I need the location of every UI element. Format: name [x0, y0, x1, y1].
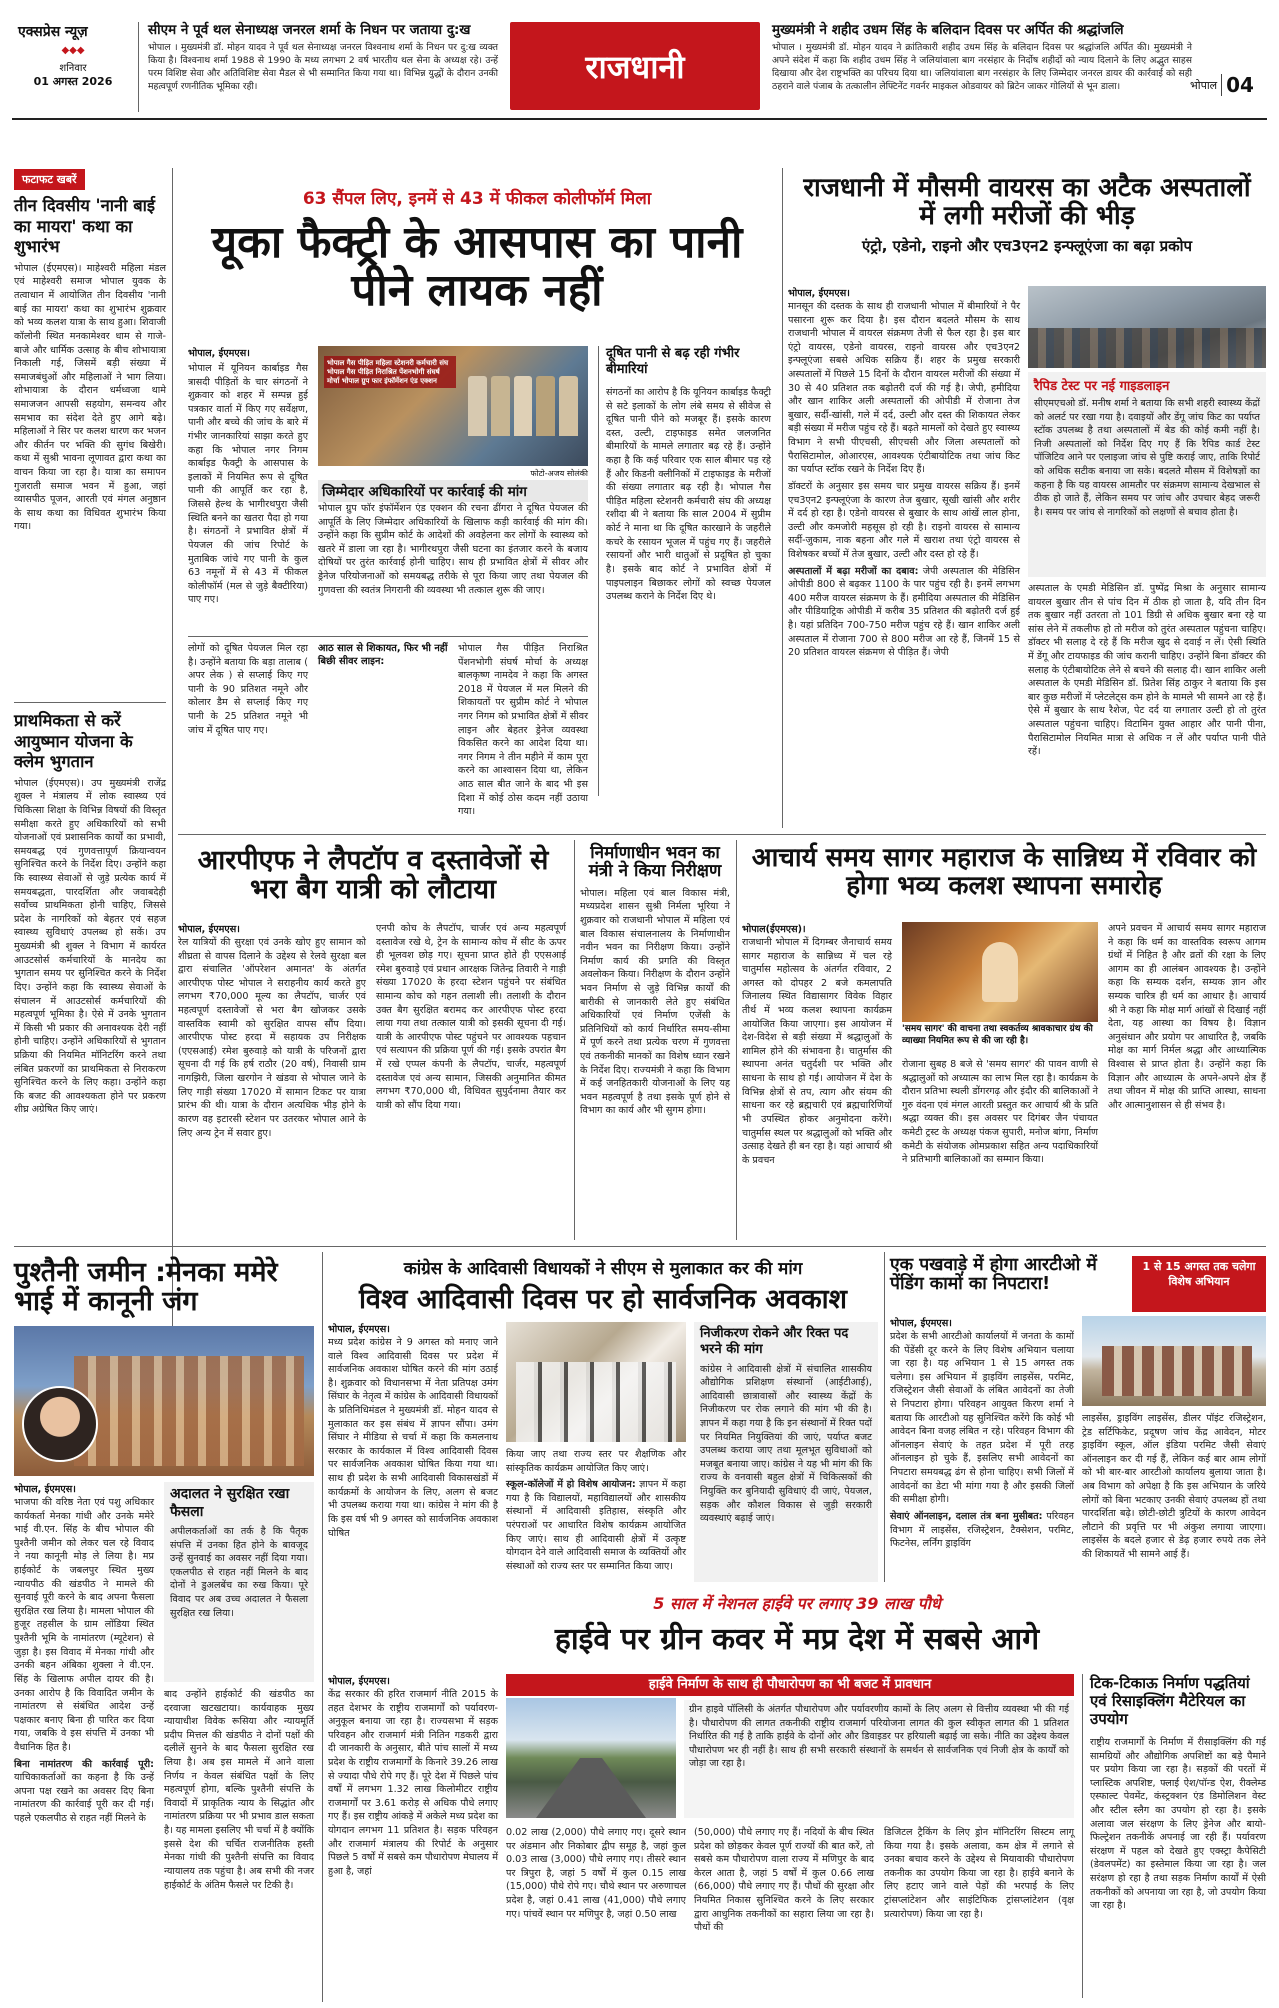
congress-col2b: ज्ञापन में कहा गया है कि विद्यालयों, महाविद्यालयों और शासकीय संस्थानों में आदिवासी इतिहास, संस्कृति और परंपराओं पर आधारित विशेष कार्यक्रम आयोजित किए जाएं। साथ ही आदिवासी क्षेत्रों में उत्कृष्ट योगदान देने वाले आदिवासी समाज के व्यक्तियों और संस्थाओं को राज्य स्तर पर सम्मानित किया जाए। — [506, 1479, 686, 1572]
congress-box-title: निजीकरण रोकने और रिक्त पद भरने की मांग — [700, 1326, 849, 1358]
highway-photo — [506, 1698, 676, 1818]
uka-story — [178, 168, 776, 828]
rto-badge — [1132, 1256, 1266, 1312]
masthead-right-body: भोपाल । मुख्यमंत्री डॉ. मोहन यादव ने क्रांतिकारी शहीद उधम सिंह के बलिदान दिवस पर श्रद्धांजलि अर्पित की। मुख्यमंत्री ने अपने संदेश में कहा कि शहीद उधम सिंह ने जलियांवाला बाग नरसंहार के निर्दोष शहीदों को न्याय दिलाने के लिए अद्भुत साहस दिखाया और देश राष्ट्रभक्ति का परिचय दिया था। जलियांवाला बाग नरसंहार के लिए जिम्मेदार जनरल डायर की कार्रवाई को सही ठहराने वाले पंजाब के तत्कालीन लेफ्टिनेंट गवर्नर माइकल ओडवायर को ब्रिटेन जाकर गोलियों से भून डाला। — [772, 42, 1192, 93]
uka-sub-heading: जिम्मेदार अधिकारियों पर कार्रवाई की मांग — [318, 480, 588, 502]
menka-portrait — [22, 1386, 98, 1462]
uka-photo — [318, 346, 588, 466]
highway-kicker: 5 साल में नेशनल हाईवे पर लगाए 39 लाख पौधे — [653, 1594, 941, 1613]
menka-col2: बाद उन्होंने हाईकोर्ट की खंडपीठ का दरवाजा खटखटाया। कार्यवाहक मुख्य न्यायाधीश विवेक रूसिया और न्यायमूर्ति प्रदीप मित्तल की खंडपीठ ने दोनों पक्षों की दलीलें सुनने के बाद फैसला सुरक्षित रख लिया है। अब इस मामले में आने वाला निर्णय न केवल संबंधित पक्षों के लिए महत्वपूर्ण होगा, बल्कि पुश्तैनी संपत्ति के विवादों में प्राकृतिक न्याय के सिद्धांत और नामांतरण प्रक्रिया पर भी प्रभाव डाल सकता है। यह मामला इसलिए भी चर्चा में है क्योंकि इससे देश की चर्चित राजनीतिक हस्ती मेनका गांधी की पुश्तैनी संपत्ति का विवाद न्यायालय तक पहुंचा है। अब सभी की नजर हाईकोर्ट के अंतिम फैसले पर टिकी है। — [164, 1689, 314, 1891]
highway-col1: केंद्र सरकार की हरित राजमार्ग नीति 2015 के तहत देशभर के राष्ट्रीय राजमार्गों को पर्यावरण-अनुकूल बनाया जा रहा है। राज्यसभा में सड़क परिवहन और राजमार्ग मंत्री नितिन गडकरी द्वारा दी जानकारी के अनुसार, बीते पांच सालों में मध्य प्रदेश के राष्ट्रीय राजमार्गों के किनारे 39.26 लाख से ज्यादा पौधे रोपे गए हैं। पूरे देश में पिछले पांच वर्षों में लगभग 1.32 लाख किलोमीटर राष्ट्रीय राजमार्गों पर 3.61 करोड़ से अधिक पौधे लगाए गए हैं। इस राष्ट्रीय आंकड़े में अकेले मध्य प्रदेश का योगदान लगभग 11 प्रतिशत है। सड़क परिवहन और राजमार्ग मंत्रालय की रिपोर्ट के अनुसार पिछले 5 वर्षों में सबसे कम पौधारोपण मेघालय में हुआ है, जहां — [328, 1689, 498, 1877]
virus-subhead: एंट्रो, एडेनो, राइनो और एच3एन2 इन्फ्लूएंजा का बढ़ा प्रकोप — [861, 237, 1193, 256]
highway-road-graphic — [536, 1758, 646, 1818]
kalash-photo-caption: 'समय सागर' की वाचना तथा स्वकर्तव्य श्रावकाचार ग्रंथ की व्याख्या नियमित रूप से की जा रही है। — [902, 1024, 1093, 1046]
virus-col1c-bold: अस्पतालों में बढ़ा मरीजों का दबाव: — [788, 565, 919, 577]
virus-col1c: जेपी अस्पताल की मेडिसिन ओपीडी 800 से बढ़कर 1100 के पार पहुंच रही है। इनमें लगभग 400 मरीज वायरल संक्रमण के हैं। हमीदिया अस्पताल की मेडिसिन और पीडियाट्रिक ओपीडी में करीब 35 प्रतिशत की बढ़ोतरी दर्ज हुई है। यहां प्रतिदिन 700-750 मरीज पहुंच रहे हैं। खान शाकिर अली अस्पताल में रोजाना 700 से 800 मरीज आ रहे हैं, जिनमें 15 से 20 प्रतिशत वायरल संक्रमण से पीड़ित हैं। जेपी — [788, 565, 1020, 659]
congress-box-body: कांग्रेस ने आदिवासी क्षेत्रों में संचालित शासकीय औद्योगिक प्रशिक्षण संस्थानों (आईटीआई), आदिवासी छात्रावासों और स्वास्थ्य केंद्रों के निजीकरण पर रोक लगाने की मांग भी की है। ज्ञापन में कहा गया है कि इन संस्थानों में रिक्त पदों पर नियमित नियुक्तियां की जाएं, पर्याप्त बजट उपलब्ध कराया जाए तथा मूलभूत सुविधाओं को मजबूत बनाया जाए। कांग्रेस ने यह भी मांग की कि राज्य के वनवासी बहुल क्षेत्रों में चिकित्सकों की नियुक्ति कर बुनियादी सुविधाएं दी जाएं, पेयजल, सड़क और कौशल विकास से जुड़ी सरकारी व्यवस्थाएं बढ़ाई जाएं। — [700, 1363, 872, 1525]
virus-dateline: भोपाल, ईएमएस। — [788, 288, 850, 299]
congress-photo — [506, 1322, 686, 1442]
virus-col3: अस्पताल के एमडी मेडिसिन डॉ. पुष्पेंद्र मिश्रा के अनुसार सामान्य वायरल बुखार तीन से पांच दिन में ठीक हो जाता है, यदि तीन दिन तक बुखार नहीं उतरता तो 101 डिग्री से अधिक बुखार बना रहे या सांस लेने में तकलीफ हो तो मरीज को तुरंत अस्पताल पहुंचना चाहिए। डॉक्टर भी सलाह दे रहे हैं कि मरीज खुद से दवाई न लें। ऐसी स्थिति में डेंगू और टायफाइड की जांच करानी चाहिए। उन्होंने बिना डॉक्टर की सलाह के एंटीबायोटिक लेने से बचने की सलाह दी। खान शाकिर अली अस्पताल के एमडी मेडिसिन डॉ. प्रितेश सिंह ठाकुर ने बताया कि इस बार कुछ मरीजों में प्लेटलेट्स कम होने के मामले भी सामने आ रहे हैं। ऐसे में बुखार के साथ रैशेज, पेट दर्द या लगातार उल्टी हो तो तुरंत अस्पताल पहुंचना चाहिए। विटामिन युक्त आहार और पानी पीना, पैरासिटामोल नियमित मात्रा से अधिक न लें और पर्याप्त पानी पीते रहें। — [1028, 583, 1266, 758]
rto-story — [890, 1252, 1266, 1582]
uka-sub2-heading: आठ साल से शिकायत, फिर भी नहीं बिछी सीवर लाइन: — [318, 643, 448, 668]
fatafat-story1-headline: तीन दिवसीय 'नानी बाई का मायरा' कथा का शुभारंभ — [14, 196, 155, 257]
highway-col4: डिजिटल ट्रैकिंग के लिए ड्रोन मॉनिटरिंग सिस्टम लागू किया गया है। इसके अलावा, कम क्षेत्र में लगाने से उनका बचाव करने के उद्देश्य से मियावाकी पौधारोपण तकनीक का उपयोग किया जा रहा है। हाईवे बनाने के लिए हटाए जाने वाले पेड़ों की भरपाई के लिए ट्रांसप्लांटेशन और साइंटिफिक ट्रांसप्लांटेशन (वृक्ष प्रत्यारोपण) किया जा रहा है। — [884, 1827, 1074, 1920]
menka-col1: भाजपा की वरिष्ठ नेता एवं पशु अधिकार कार्यकर्ता मेनका गांधी और उनके ममेरे भाई वी.एन. सिंह के बीच भोपाल की पुश्तैनी जमीन को लेकर चल रहे विवाद ने नया कानूनी मोड़ ले लिया है। मप्र हाईकोर्ट के जबलपुर स्थित मुख्य न्यायपीठ की खंडपीठ ने मामले की सुनवाई पूरी करने के बाद अपना फैसला सुरक्षित रख लिया है। मामला भोपाल की हुजूर तहसील के ग्राम लोंडिया स्थित पुश्तैनी भूमि के नामांतरण (म्यूटेशन) से जुड़ा है। इस विवाद में मेनका गांधी और उनकी बहन अंबिका शुक्ला ने वी.एन. सिंह के खिलाफ अपील दायर की है। उनका आरोप है कि विवादित जमीन के नामांतरण से संबंधित आदेश उन्हें पक्षकार बनाए बिना ही पारित कर दिया गया, जबकि वे इस संपत्ति में उनका भी वैधानिक हित है। — [14, 1497, 154, 1753]
menka-headline: पुश्तैनी जमीन :मेनका ममेरे भाई में कानूनी जंग — [14, 1257, 278, 1318]
brand-dots-icon: ◆◆◆ — [61, 45, 85, 56]
masthead-right-story — [772, 22, 1192, 117]
congress-box — [694, 1322, 878, 1582]
kalash-col3: अपने प्रवचन में आचार्य समय सागर महाराज ने कहा कि धर्म का वास्तविक स्वरूप आगम ग्रंथों में निहित है और व्रतों की रक्षा के लिए आगम का ही आलंबन आवश्यक है। उन्होंने कहा कि सम्यक दर्शन, सम्यक ज्ञान और सम्यक चारित्र ही धर्म का आधार है। आचार्य श्री ने कहा कि मोक्ष मार्ग आंखों से दिखाई नहीं देता, यह आस्था का विषय है। विज्ञान अनुसंधान और प्रयोग पर आधारित है, जबकि मोक्ष का मार्ग निर्मल श्रद्धा और आध्यात्मिक विश्वास से प्राप्त होता है। उन्होंने कहा कि विज्ञान और आध्यात्म के अपने-अपने क्षेत्र हैं तथा जीवन में मोक्ष की प्राप्ति आस्था, साधना और आत्मानुशासन से ही संभव है। — [1108, 923, 1266, 1111]
section-title: राजधानी — [585, 47, 685, 86]
kalash-col2: रोजाना सुबह 8 बजे से 'समय सागर' की पावन वाणी से श्रद्धालुओं को अध्यात्म का लाभ मिल रहा है। कार्यक्रम के दौरान प्रतिभा स्थली डोंगरगढ़ और इंदौर की बालिकाओं ने गुरु वंदना एवं मंगल आरती प्रस्तुत कर आचार्य श्री के प्रति श्रद्धा व्यक्त की। इस अवसर पर दिगंबर जैन पंचायत कमेटी ट्रस्ट के अध्यक्ष पंकज सुपारी, मनोज बांगा, निर्माण कमेटी के संयोजक ओमप्रकाश सहित अन्य पदाधिकारियों ने प्रतिभागी बालिकाओं का सम्मान किया। — [902, 1059, 1098, 1166]
highway-banner-body: ग्रीन हाइवे पॉलिसी के अंतर्गत पौधारोपण और पर्यावरणीय कामों के लिए अलग से वित्तीय व्यवस्था भी की गई है। पौधारोपण की लागत तकनीकी राष्ट्रीय राजमार्ग परियोजना लागत की कुल स्वीकृत लागत की 1 प्रतिशत निर्धारित की गई है ताकि हाईवे के दोनों ओर और डिवाइडर पर हरियाली बढ़ाई जा सके। नीति का उद्देश्य केवल पौधारोपण भर ही नहीं है। साथ ही सभी सरकारी संस्थानों के समर्थन से सार्वजनिक एवं निजी क्षेत्र के कार्यों को जोड़ा जा रहा है। — [684, 1700, 1074, 1818]
brand-block — [18, 22, 128, 112]
highway-dateline: भोपाल, ईएमएस। — [328, 1676, 390, 1687]
menka-box-body: अपीलकर्ताओं का तर्क है कि पैतृक संपत्ति में उनका हित होने के बावजूद उन्हें सुनवाई का अवसर नहीं दिया गया। एकलपीठ से राहत नहीं मिलने के बाद दोनों ने डुअलबेंच का रुख किया। पूरे विवाद पर अब उच्च अदालत ने फैसला सुरक्षित रख लिया। — [170, 1526, 308, 1619]
virus-headline: राजधानी में मौसमी वायरस का अटैक अस्पतालों में लगी मरीजों की भीड़ — [803, 173, 1251, 232]
water-bottles-graphic — [468, 376, 578, 436]
page-info — [1190, 70, 1270, 100]
highway-col3: (50,000) पौधे लगाए गए हैं। नदियों के बीच स्थित प्रदेश को छोड़कर केवल पूर्ण राज्यों की बात करें, तो सबसे कम पौधारोपण वाला राज्य में मणिपुर के बाद केरल आता है, जहां 5 वर्षों में कुल 0.66 लाख (66,000) पौधे लगाए गए हैं। पौधों की सुरक्षा और नियमित निकास सुनिश्चित करने के लिए सरकार द्वारा आधुनिक तकनीकों का सहारा लिया जा रहा है। पौधों की — [694, 1827, 874, 1934]
section-banner — [510, 22, 760, 110]
rpf-dateline: भोपाल, ईएमएस। — [178, 924, 240, 935]
virus-col1b: डॉक्टरों के अनुसार इस समय चार प्रमुख वायरस सक्रिय हैं। इनमें एच3एन2 इन्फ्लूएंजा के कारण तेज बुखार, सूखी खांसी और शरीर में दर्द हो रहा है। एडेनो वायरस से बुखार के साथ आंखें लाल होना, उल्टी और कमजोरी महसूस हो रही है। राइनो वायरस से सामान्य सर्दी-जुकाम, नाक बहना और गले में खराश तथा एंट्रो वायरस से विशेषकर बच्चों में तेज बुखार, उल्टी और दस्त हो रहे हैं। — [788, 480, 1020, 560]
congress-col1: मध्य प्रदेश कांग्रेस ने 9 अगस्त को मनाए जाने वाले विश्व आदिवासी दिवस पर प्रदेश में सार्वजनिक अवकाश घोषित करने की मांग उठाई है। शुक्रवार को विधानसभा में नेता प्रतिपक्ष उमंग सिंघार के नेतृत्व में कांग्रेस के आदिवासी विधायकों के प्रतिनिधिमंडल ने मुख्यमंत्री डॉ. मोहन यादव से मुलाकात कर इस संबंध में ज्ञापन सौंपा। उमंग सिंघार ने मीडिया से चर्चा में कहा कि कमलनाथ सरकार के कार्यकाल में विश्व आदिवासी दिवस पर सार्वजनिक अवकाश घोषित किया गया था। साथ ही प्रदेश के सभी आदिवासी विकासखंडों में कार्यक्रमों के आयोजन के लिए, अलग से बजट भी उपलब्ध कराया गया था। कांग्रेस ने मांग की है कि इस वर्ष भी 9 अगस्त को सार्वजनिक अवकाश घोषित — [328, 1337, 498, 1539]
brand-name: एक्सप्रेस न्यूज़ — [18, 24, 88, 40]
court-building-graphic — [74, 1356, 304, 1466]
menka-col1b: याचिकाकर्ताओं का कहना है कि उन्हें अपना पक्ष रखने का अवसर दिए बिना नामांतरण की कार्रवाई पूरी कर दी गई। पहले एकलपीठ से राहत नहीं मिलने के — [14, 1772, 154, 1825]
issue-day: शनिवार — [59, 63, 87, 74]
uka-photo-banner: भोपाल गैस पीड़ित महिला स्टेशनरी कर्मचारी संघ भोपाल गैस पीड़ित निराश्रित पेंशनभोगी संघर्ष मोर्चा भोपाल ग्रुप फार इंफॉर्मेशन एंड एक्शन — [324, 356, 456, 388]
rto-col2: लाइसेंस, ड्राइविंग लाइसेंस, डीलर पॉइंट रजिस्ट्रेशन, ट्रेड सर्टिफिकेट, प्रदूषण जांच केंद्र आवेदन, मोटर ड्राइविंग स्कूल, ऑल इंडिया परमिट जैसी सेवाएं ऑनलाइन कर दी गई हैं, लेकिन कई बार आम लोगों को भी बार-बार आरटीओ कार्यालय बुलाया जाता है। अब विभाग को अपेक्षा है कि इस अभियान के जरिये लोगों को बिना भटकाए उनकी सेवाएं उपलब्ध हों तथा पारदर्शिता बढ़े। छोटी-छोटी त्रुटियों के कारण आवेदन लौटाने की प्रवृत्ति पर भी अंकुश लगाया जाएगा। लाइसेंस के बदले हजार से डेढ़ हजार रुपये तक लेने की शिकायतें भी सामने आई हैं। — [1082, 1413, 1266, 1561]
menka-story — [14, 1252, 314, 2002]
uka-col1: भोपाल में यूनियन कार्बाइड गैस त्रासदी पीड़ितों के चार संगठनों ने शुक्रवार को शहर में सम्पन्न हुई पत्रकार वार्ता में किए गए सर्वेक्षण, पानी और बच्चे की जांच के बारे में गंभीर जानकारियां साझा करते हुए कहा कि भोपाल नगर निगम कार्बाइड फैक्ट्री के आसपास के इलाकों में नियमित रूप से दूषित पानी की आपूर्ति कर रहा है, जिससे हेल्थ के भागीरथपुरा जैसी स्थिति बनने का खतरा पैदा हो गया है। संगठनों ने प्रभावित क्षेत्रों में पेयजल की जांच रिपोर्ट के मुताबिक जांचे गए पानी के कुल 63 नमूनों में से 43 में फीकल कोलीफॉर्म (मल से जुड़े बैक्टीरिया) पाए गए। — [188, 363, 308, 606]
kalash-col1: राजधानी भोपाल में दिगम्बर जैनाचार्य समय सागर महाराज के सान्निध्य में चल रहे चातुर्मास महोत्सव के अंतर्गत रविवार, 2 अगस्त को दोपहर 2 बजे कमलापति जिनालय स्थित विद्यासागर विवेक विहार तीर्थ में भव्य कलश स्थापना कार्यक्रम आयोजित किया जाएगा। इस आयोजन में देश-विदेश से बड़ी संख्या में श्रद्धालुओं के शामिल होने की संभावना है। चातुर्मास की स्थापना अनंत चतुर्दशी पर भक्ति और साधना के साथ हो गई। आयोजन में देश के विभिन्न क्षेत्रों से तप, त्याग और संयम की साधना कर रहे ब्रह्मचारी एवं ब्रह्मचारिणियों भी उपस्थित होकर अनुमोदना करेंगे। चातुर्मास स्थल पर श्रद्धालुओं को भक्ति और उत्साह देखते ही बन रहा है। यहां आचार्य श्री के प्रवचन — [742, 937, 892, 1166]
fatafat-story2-body: भोपाल (ईएमएस)। उप मुख्यमंत्री राजेंद्र शुक्ल ने मंत्रालय में लोक स्वास्थ्य एवं चिकित्सा शिक्षा के विभिन्न विषयों की विस्तृत समीक्षा करते हुए अधिकारियों को सभी योजनाओं एवं प्रशासनिक कार्यों का प्रभावी, समयबद्ध एवं गुणवत्तापूर्ण क्रियान्वयन सुनिश्चित करने के निर्देश दिए। उन्होंने कहा कि स्वास्थ्य सेवाओं से जुड़े प्रत्येक कार्य में समयबद्धता, पारदर्शिता और जवाबदेही सर्वोच्च प्राथमिकता होनी चाहिए, जिससे प्रदेश के नागरिकों को बेहतर एवं सहज स्वास्थ्य सुविधाएं उपलब्ध हो सकें। उप मुख्यमंत्री श्री शुक्ल ने विभाग में कार्यरत आउटसोर्स कर्मचारियों के मानदेय का भुगतान समय पर सुनिश्चित करने के निर्देश दिए। उन्होंने कहा कि स्वास्थ्य सेवाओं के संचालन में आउटसोर्स कर्मचारियों की महत्वपूर्ण भूमिका है। ऐसे में उनके भुगतान में किसी भी प्रकार की अनावश्यक देरी नहीं होनी चाहिए। उन्होंने अधिकारियों से भुगतान प्रक्रिया की नियमित मॉनिटरिंग करने तथा लंबित प्रकरणों का प्राथमिकता से निराकरण सुनिश्चित करने के लिए कहा। उन्होंने कहा कि बजट की आवश्यकता होने पर प्रकरण शीघ्र अग्रेषित किए जाएं। — [14, 777, 166, 1116]
rto-building-graphic — [1102, 1346, 1252, 1396]
page-number: 04 — [1226, 73, 1254, 97]
congress-col2-bold: स्कूल-कॉलेजों में हो विशेष आयोजन: — [506, 1479, 636, 1491]
congress-story — [328, 1252, 878, 1582]
uka-col2: लोगों को दूषित पेयजल मिल रहा है। उन्होंने बताया कि बड़ा तालाब ( अपर लेक ) से सप्लाई किए गए पानी के 90 प्रतिशत नमूने और कोलार डैम से सप्लाई किए गए पानी के 25 प्रतिशत नमूने भी जांच में दूषित पाए गए। — [188, 643, 308, 736]
highway-side-body: राष्ट्रीय राजमार्गों के निर्माण में रीसाइक्लिंग की गई सामग्रियों और औद्योगिक अपशिष्टों का बड़े पैमाने पर प्रयोग किया जा रहा है। सड़कों की परतों में प्लास्टिक अपशिष्ट, फ्लाई ऐश/पॉन्ड ऐश, रीक्लेम्ड एस्फाल्ट पेवमेंट, कंस्ट्रक्शन एंड डिमोलिशन वेस्ट और स्टील स्लैग का उपयोग हो रहा है। इसके अलावा जल संरक्षण के लिए ड्रेनेज और बायो-फिल्ट्रेशन तकनीकें अपनाई जा रही हैं। पर्यावरण संरक्षण में पहल को देखते हुए एक्स्ट्रा कैपेसिटी (डेवलपमेंट) का इस्तेमाल किया जा रहा है। जल सरंक्षण हो रहा है तथा सड़क निर्माण कार्यों में ऐसी तकनीकों को अपनाया जा रहा है, जो उपयोग किया जा रहा है। — [1090, 1737, 1266, 1912]
rto-photo — [1082, 1316, 1266, 1406]
congress-col2: किया जाए तथा राज्य स्तर पर शैक्षणिक और सांस्कृतिक कार्यक्रम आयोजित किए जाएं। — [506, 1449, 686, 1474]
masthead-left-headline: सीएम ने पूर्व थल सेनाध्यक्ष जनरल शर्मा के निधन पर जताया दु:ख — [148, 22, 471, 38]
menka-photo — [14, 1326, 314, 1476]
page-city: भोपाल — [1190, 78, 1218, 92]
menka-box — [164, 1482, 314, 1682]
virus-col1: मानसून की दस्तक के साथ ही राजधानी भोपाल में बीमारियों ने पैर पसारना शुरू कर दिया है। इस दौरान बदलते मौसम के साथ राजधानी भोपाल में वायरल संक्रमण तेजी से फैल रहा है। इस बार एंट्रो वायरस, एडेनो वायरस, राइनो वायरस और एच3एन2 इन्फ्लूएंजा सबसे अधिक सक्रिय हैं। शहर के प्रमुख सरकारी अस्पतालों में पिछले 15 दिनों के दौरान वायरल मरीजों की संख्या में 30 से 40 प्रतिशत तक बढ़ोतरी दर्ज की गई है। जेपी, हमीदिया और खान शाकिर अली अस्पतालों की ओपीडी में रोजाना तेज बुखार, सर्दी-खांसी, गले में दर्द, उल्टी और दस्त की शिकायत लेकर बड़ी संख्या में मरीज पहुंच रहे हैं। बढ़ते मामलों को देखते हुए स्वास्थ्य विभाग ने सभी पीएचसी, सीएचसी और जिला अस्पतालों को पैरासिटामोल, ओआरएस, आवश्यक एंटीबायोटिक तथा जांच किट का पर्याप्त स्टॉक रखने के निर्देश दिए हैं। — [788, 301, 1020, 476]
masthead-right-headline: मुख्यमंत्री ने शहीद उधम सिंह के बलिदान दिवस पर अर्पित की श्रद्धांजलि — [772, 22, 1124, 38]
congress-kicker: कांग्रेस के आदिवासी विधायकों ने सीएम से मुलाकात कर की मांग — [403, 1259, 803, 1279]
kalash-dateline: भोपाल(ईएमएस)। — [742, 924, 806, 935]
virus-photo — [1028, 286, 1266, 368]
acharya-figure-graphic — [982, 942, 1018, 1002]
virus-box-body: सीएमएचओ डॉ. मनीष शर्मा ने बताया कि सभी शहरी स्वास्थ्य केंद्रों को अलर्ट पर रखा गया है। दवाइयों और डेंगू जांच किट का पर्याप्त स्टॉक उपलब्ध है तथा अस्पतालों में बेड की कोई कमी नहीं है। निजी अस्पतालों को निर्देश दिए गए हैं कि रैपिड कार्ड टेस्ट पॉजिटिव आने पर एलाइजा जांच से पुष्टि कराई जाए, ताकि रिपोर्ट को अधिक सटीक बनाया जा सके। बदलते मौसम में विशेषज्ञों का कहना है कि यह वायरस आमतौर पर संक्रमण सामान्य देखभाल से ठीक हो जाते हैं, लेकिन समय पर जांच और उपचार बेहद जरूरी है। समय पर जांच से नागरिकों को लक्षणों से बचाव होता है। — [1034, 398, 1260, 518]
highway-headline: हाईवे पर ग्रीन कवर में मप्र देश में सबसे आगे — [554, 1622, 1040, 1657]
rto-col1b: परिवहन विभाग में लाइसेंस, रजिस्ट्रेशन, टैक्सेशन, परमिट, फिटनेस, लर्निंग ड्राइविंग — [890, 1510, 1074, 1550]
rto-dateline: भोपाल, ईएमएस। — [890, 1318, 952, 1329]
nirmana-headline: निर्माणाधीन भवन का मंत्री ने किया निरीक्षण — [588, 843, 722, 882]
rto-col1-bold: सेवाएं ऑनलाइन, दलाल तंत्र बना मुसीबत: — [890, 1510, 1043, 1522]
nirmana-body: भोपाल। महिला एवं बाल विकास मंत्री, मध्यप्रदेश शासन सुश्री निर्मला भूरिया ने शुक्रवार को राजधानी भोपाल में महिला एवं बाल विकास संचालनालय के निर्माणाधीन नवीन भवन का निरीक्षण किया। उन्होंने निर्माण कार्य की प्रगति की विस्तृत अवलोकन किया। निरीक्षण के दौरान उन्होंने भवन निर्माण से जुड़े विभिन्न कार्यों की बारीकी से जानकारी लेते हुए संबंधित अधिकारियों एवं निर्माण एजेंसी के प्रतिनिधियों को कार्य निर्धारित समय-सीमा में पूर्ण करने तथा प्रत्येक चरण में गुणवत्ता एवं तकनीकी मानकों का विशेष ध्यान रखने के निर्देश दिए। राज्यमंत्री ने कहा कि विभाग में कई जनहितकारी योजनाओं के लिए यह भवन महत्वपूर्ण है तथा इसके पूर्ण होने से विभाग का कार्य और भी सुगम होगा। — [580, 887, 730, 1117]
hospital-crowd-graphic — [1028, 328, 1266, 368]
virus-story — [788, 168, 1266, 828]
fatafat-column — [14, 168, 166, 1410]
fatafat-story1-body: भोपाल (ईएमएस)। माहेश्वरी महिला मंडल एवं माहेश्वरी समाज भोपाल युवक के तत्वाधान में आयोजित तीन दिवसीय 'नानी बाई का मायरा' कथा का शुभारंभ शुक्रवार को भव्य कलश यात्रा के साथ हुआ। शिवाजी कॉलोनी स्थित मनकामेश्वर धाम से गाजे-बाजे और धार्मिक उत्साह के बीच शोभायात्रा निकाली गई, जिसमें बड़ी संख्या में समाजबंधुओं और महिलाओं ने भाग लिया। शोभायात्रा के दौरान धर्मध्वजा थामे समाजजन आपसी सहयोग, समन्वय और समभाव का संदेश देते हुए आगे बढ़े। महिलाओं ने सिर पर कलश धारण कर भजन और कीर्तन पर भक्ति की सुगंध बिखेरी। कथा में सुश्री भावना लूणावत द्वारा कथा का वाचन किया जा रहा है। यात्रा का समापन गुजराती समाज भवन में हुआ, जहां व्यासपीठ पूजन, आरती एवं मंगल अनुष्ठान के साथ कथा का विधिवत शुभारंभ किया गया। — [14, 262, 166, 533]
delegation-graphic — [516, 1362, 676, 1442]
uka-photo-caption: फोटो-अजय सोलंकी — [530, 469, 588, 478]
highway-col2: 0.02 लाख (2,000) पौधे लगाए गए। दूसरे स्थान पर अंडमान और निकोबार द्वीप समूह है, जहां कुल 0.03 लाख (3,000) पौधे लगाए गए। तीसरे स्थान पर त्रिपुरा है, जहां 5 वर्षों में कुल 0.15 लाख (15,000) पौधे रोपे गए। चौथे स्थान पर अरुणाचल प्रदेश है, जहां 0.41 लाख (41,000) पौधे लगाए गए। पांचवें स्थान पर मणिपुर है, जहां 0.50 लाख — [506, 1827, 686, 1920]
kalash-photo — [902, 922, 1098, 1022]
fatafat-tag: फटाफट खबरें — [14, 169, 85, 190]
uka-headline: यूका फैक्ट्री के आसपास का पानी पीने लायक नहीं — [211, 217, 743, 316]
highway-story — [328, 1586, 1266, 2006]
nirmana-story — [580, 840, 730, 1240]
highway-banner-text: हाईवे निर्माण के साथ ही पौधारोपण का भी बजट में प्रावधान — [648, 1677, 932, 1692]
highway-side-headline: टिक-टिकाऊ निर्माण पद्धतियां एवं रिसाइक्लिंग मैटेरियल का उपयोग — [1090, 1674, 1250, 1728]
rto-headline: एक पखवाड़े में होगा आरटीओ में पेंडिंग कामों का निपटारा! — [890, 1255, 1097, 1294]
kalash-story — [742, 840, 1266, 1240]
rpf-headline: आरपीएफ ने लैपटॉप व दस्तावेजों से भरा बैग यात्री को लौटाया — [197, 845, 549, 906]
uka-kicker: 63 सैंपल लिए, इनमें से 43 में फीकल कोलीफॉर्म मिला — [302, 189, 652, 209]
kalash-headline: आचार्य समय सागर महाराज के सान्निध्य में रविवार को होगा भव्य कलश स्थापना समारोह — [751, 843, 1257, 902]
congress-headline: विश्व आदिवासी दिवस पर हो सार्वजनिक अवकाश — [358, 1284, 848, 1315]
virus-box — [1028, 372, 1266, 577]
masthead-left-body: भोपाल । मुख्यमंत्री डॉ. मोहन यादव ने पूर्व थल सेनाध्यक्ष जनरल विश्वनाथ शर्मा के निधन पर दु:ख व्यक्त किया है। विश्वनाथ शर्मा 1988 से 1990 के मध्य लगभग 2 वर्ष भारतीय थल सेना के अध्यक्ष रहे। उन्हें परम विशिष्ट सेवा और अतिविशिष्ट सेवा मैडल से भी सम्मानित किया गया था। विभिन्न युद्धों के दौरान उनकी महत्वपूर्ण रणनीतिक भूमिका रही। — [148, 42, 498, 93]
issue-date: 01 अगस्त 2026 — [33, 75, 113, 88]
masthead-left-story — [148, 22, 498, 117]
uka-side-heading: दूषित पानी से बढ़ रही गंभीर बीमारियां — [606, 346, 740, 377]
rpf-col1: रेल यात्रियों की सुरक्षा एवं उनके खोए हुए सामान को शीघ्रता से वापस दिलाने के उद्देश्य से रेलवे सुरक्षा बल द्वारा संचालित 'ऑपरेशन अमानत' के अंतर्गत आरपीएफ पोस्ट भोपाल ने सराहनीय कार्य करते हुए लगभग ₹70,000 मूल्य का लैपटॉप, चार्जर एवं महत्वपूर्ण दस्तावेजों से भरा बैग खोजकर उसके वास्तविक स्वामी को सुरक्षित वापस सौंप दिया। आरपीएफ पोस्ट हरदा में सहायक उप निरीक्षक (एएसआई) रमेश बुरुवाड़े को यात्री के परिजनों द्वारा सूचना दी गई कि हर्ष राठौर (20 वर्ष), निवासी ग्राम नागझिरी, जिला खरगोन ने खंडवा से भोपाल जाने के लिए गाड़ी संख्या 17020 में सामान टिकट पर यात्रा प्रारंभ की थी। यात्रा के दौरान अत्यधिक भीड़ होने के कारण वह इटारसी स्टेशन पर उतरकर भोपाल आने के लिए अन्य ट्रेन में सवार हुए। — [178, 937, 366, 1139]
fatafat-story2-headline: प्राथमिकता से करें आयुष्मान योजना के क्लेम भुगतान — [14, 710, 133, 772]
menka-col1-bold: बिना नामांतरण की कार्रवाई पूरी: — [14, 1758, 154, 1770]
uka-sub-body: भोपाल ग्रुप फॉर इंफॉर्मेशन एंड एक्शन की रचना ढींगरा ने दूषित पेयजल की आपूर्ति के लिए जिम्मेदार अधिकारियों के खिलाफ कड़ी कार्रवाई की मांग की। उन्होंने कहा कि सुप्रीम कोर्ट के आदेशों की अवहेलना कर लोगों के स्वास्थ्य को खतरे में डाला जा रहा है। भागीरथपुरा जैसी घटना का इंतजार करने के बजाय दोषियों पर तुरंत कार्रवाई होनी चाहिए। साथ ही प्रभावित क्षेत्रों में सीवर और ड्रेनेज परियोजनाओं को समयबद्ध तरीके से पूरा किया जाए तथा पेयजल की गुणवत्ता की स्वतंत्र निगरानी की व्यवस्था भी तत्काल शुरू की जाए। — [318, 503, 588, 596]
congress-dateline: भोपाल, ईएमएस। — [328, 1324, 390, 1335]
menka-box-title: अदालत ने सुरक्षित रखा फैसला — [170, 1486, 290, 1520]
virus-box-title: रैपिड टेस्ट पर नई गाइडलाइन — [1034, 379, 1170, 394]
rto-col1: प्रदेश के सभी आरटीओ कार्यालयों में जनता के कामों की पेंडेंसी दूर करने के लिए विशेष अभियान चलाया जा रहा है। यह अभियान 1 से 15 अगस्त तक चलेगा। इस अभियान में ड्राइविंग लाइसेंस, परमिट, रजिस्ट्रेशन जैसी सेवाओं के लंबित आवेदनों का तेजी से निपटारा होगा। परिवहन आयुक्त किरण शर्मा ने बताया कि आरटीओ यह सुनिश्चित करेंगे कि कोई भी आवेदन बिना वजह लंबित न रहे। परिवहन विभाग की ऑनलाइन सेवाएं के तहत प्रदेश में पूरी तरह ऑनलाइन हो चुके हैं, इसलिए सभी आवेदनों का निपटारा समयबद्ध ढंग से होना चाहिए। सभी जिलों में आवेदनों का डेटा भी मांगा गया है और इसकी जिलों की समीक्षा होगी। — [890, 1331, 1074, 1506]
rpf-col2: एनपी कोच के लैपटॉप, चार्जर एवं अन्य महत्वपूर्ण दस्तावेज रखे थे, ट्रेन के सामान्य कोच में सीट के ऊपर ही भूलवश छोड़ गए। सूचना प्राप्त होते ही एएसआई रमेश बुरुवाड़े एवं प्रधान आरक्षक जितेन्द्र तिवारी ने गाड़ी संख्या 17020 के हरदा स्टेशन पहुंचने पर संबंधित सामान्य कोच को गहन तलाशी ली। तलाशी के दौरान उक्त बैग सुरक्षित बरामद कर आरपीएफ पोस्ट हरदा लाया गया तथा तत्काल यात्री को इसकी सूचना दी गई। यात्री के आरपीएफ पोस्ट पहुंचने पर आवश्यक पहचान एवं सत्यापन की प्रक्रिया पूर्ण की गई। इसके उपरांत बैग में रखे एप्पल कंपनी के लैपटॉप, चार्जर, महत्वपूर्ण दस्तावेज एवं अन्य सामान, जिसकी अनुमानित कीमत लगभग ₹70,000 थी, विधिवत सुपुर्दनामा तैयार कर यात्री को सौंप दिया गया। — [376, 923, 566, 1111]
uka-sub2-body: भोपाल गैस पीड़ित निराश्रित पेंशनभोगी संघर्ष मोर्चा के अध्यक्ष बालकृष्ण नामदेव ने कहा कि अगस्त 2018 में पेयजल में मल मिलने की शिकायतों पर सुप्रीम कोर्ट ने भोपाल नगर निगम को प्रभावित क्षेत्रों में सीवर लाइन और बेहतर ड्रेनेज व्यवस्था विकसित करने का आदेश दिया था। नगर निगम ने तीन महीने में काम पूरा करने का आश्वासन दिया था, लेकिन आठ साल बीत जाने के बाद भी इस दिशा में कोई ठोस कदम नहीं उठाया गया। — [458, 643, 588, 818]
uka-dateline: भोपाल, ईएमएस। — [188, 348, 250, 359]
rpf-story — [178, 840, 568, 1240]
highway-banner — [506, 1674, 1074, 1696]
menka-dateline: भोपाल, ईएमएस। — [14, 1484, 76, 1495]
rto-badge-text: 1 से 15 अगस्त तक चलेगा विशेष अभियान — [1142, 1260, 1256, 1288]
uka-side-body: संगठनों का आरोप है कि यूनियन कार्बाइड फैक्ट्री से सटे इलाकों के लोग लंबे समय से सीवेज से दूषित पानी पीने को मजबूर हैं। इसके कारण दस्त, उल्टी, टाइफाइड समेत जलजनित बीमारियों के मामले लगातार बढ़ रहे हैं। उन्होंने कहा है कि कई परिवार एक साल बीमार पड़ रहे हैं और किडनी क्लीनिकों में टाइफाइड के मरीजों की संख्या लगातार बढ़ रही है। भोपाल गैस पीड़ित महिला स्टेशनरी कर्मचारी संघ की अध्यक्ष रशीदा बी ने बताया कि साल 2004 में सुप्रीम कोर्ट ने माना था कि दूषित कारखाने के जहरीले कचरे के रसायन भूजल में पहुंच गए हैं। जहरीले रसायनों और भारी धातुओं से प्रदूषित हो चुका है। इसके बाद कोर्ट ने प्रभावित क्षेत्रों में पाइपलाइन बिछाकर लोगों को स्वच्छ पेयजल उपलब्ध कराने के निर्देश दिए थे। — [606, 387, 771, 603]
masthead — [0, 0, 1279, 120]
